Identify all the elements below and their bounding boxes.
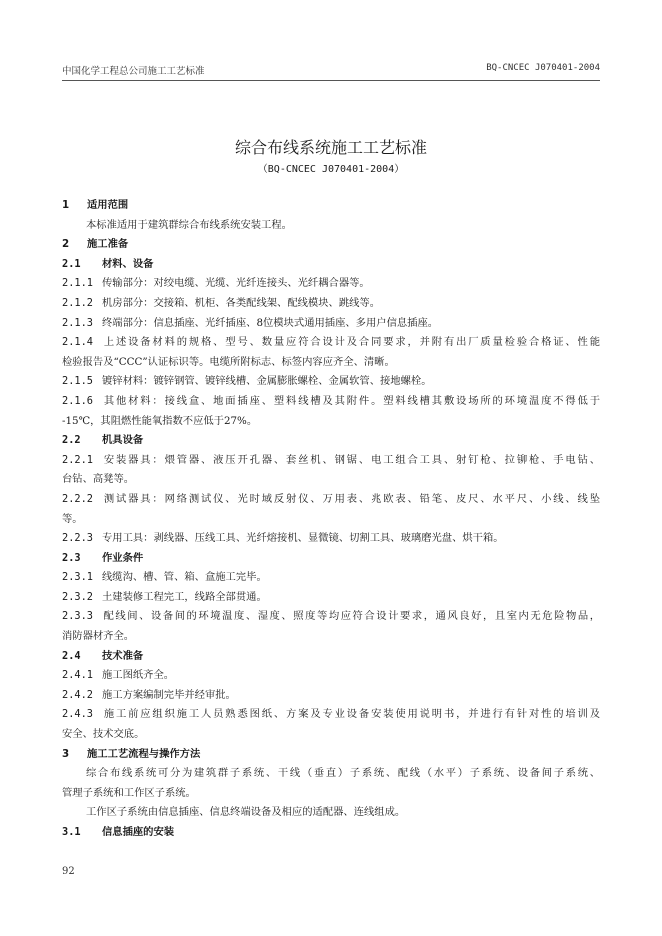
subsection-heading: 2.3 作业条件 — [62, 551, 144, 564]
clause: 2.1.3 终端部分：信息插座、光纤插座、8位模块式通用插座、多用户信息插座。 — [62, 316, 439, 329]
page-number: 92 — [62, 866, 75, 877]
header-standard-code: BQ-CNCEC J070401-2004 — [486, 63, 600, 73]
section-heading: 1 适用范围 — [62, 199, 129, 211]
clause: 2.2.1 安装器具：煨管器、液压开孔器、套丝机、钢锯、电工组合工具、射钉枪、拉铆枪、手电钻、 — [62, 453, 600, 466]
clause: 2.1.1 传输部分：对绞电缆、光缆、光纤连接头、光纤耦合器等。 — [62, 277, 370, 290]
paragraph: 综合布线系统可分为建筑群子系统、干线（垂直）子系统、配线（水平）子系统、设备间子系统、 — [86, 767, 600, 780]
clause: 2.2.2 测试器具：网络测试仪、光时域反射仪、万用表、兆欧表、铅笔、皮尺、水平尺、小线、线坠 — [62, 492, 600, 505]
clause: 2.4.2 施工方案编制完毕并经审批。 — [62, 688, 236, 701]
document-code: （BQ-CNCEC J070401-2004） — [257, 164, 405, 175]
clause-continuation: 检验报告及“CCC”认证标识等。电缆所附标志、标签内容应齐全、清晰。 — [62, 355, 395, 368]
clause-continuation: 等。 — [62, 512, 83, 525]
clause: 2.1.2 机房部分：交接箱、机柜、各类配线架、配线模块、跳线等。 — [62, 296, 381, 309]
clause: 2.2.3 专用工具：剥线器、压线工具、光纤熔接机、显微镜、切割工具、玻璃磨光盘、烘干箱。 — [62, 532, 504, 545]
clause: 2.3.1 线缆沟、槽、管、箱、盒施工完毕。 — [62, 571, 267, 584]
header-standard-name: 中国化学工程总公司施工工艺标准 — [62, 66, 205, 77]
clause-continuation: 消防器材齐全。 — [62, 630, 135, 643]
clause: 2.4.3 施工前应组织施工人员熟悉图纸、方案及专业设备安装使用说明书，并进行有针对性的培训及 — [62, 708, 600, 721]
paragraph: 本标准适用于建筑群综合布线系统安装工程。 — [86, 218, 292, 231]
subsection-heading: 2.1 材料、设备 — [62, 257, 154, 270]
clause: 2.1.6 其他材料：接线盒、地面插座、塑料线槽及其附件。塑料线槽其敷设场所的环境温度不得低于 — [62, 394, 600, 407]
document-body — [62, 196, 600, 843]
clause-continuation: 台钻、高凳等。 — [62, 473, 135, 486]
page-header — [62, 60, 600, 81]
subsection-heading: 2.2 机具设备 — [62, 434, 144, 447]
subsection-heading: 3.1 信息插座的安装 — [62, 826, 175, 838]
section-heading: 3 施工工艺流程与操作方法 — [62, 747, 201, 760]
subsection-heading: 2.4 技术准备 — [62, 649, 144, 662]
paragraph-continuation: 管理子系统和工作区子系统。 — [62, 786, 196, 799]
clause: 2.3.2 土建装修工程完工，线路全部贯通。 — [62, 590, 267, 603]
document-title: 综合布线系统施工工艺标准 — [234, 138, 427, 157]
section-heading: 2 施工准备 — [62, 238, 129, 251]
clause-continuation: 安全、技术交底。 — [62, 728, 145, 741]
clause: 2.1.5 镀锌材料：镀锌钢管、镀锌线槽、金属膨胀螺栓、金属软管、接地螺栓。 — [62, 375, 432, 388]
paragraph: 工作区子系统由信息插座、信息终端设备及相应的适配器、连线组成。 — [86, 806, 406, 819]
clause: 2.1.4 上述设备材料的规格、型号、数量应符合设计及合同要求，并附有出厂质量检验合格证、性能 — [62, 336, 600, 349]
clause: 2.4.1 施工图纸齐全。 — [62, 669, 175, 682]
clause: 2.3.3 配线间、设备间的环境温度、湿度、照度等均应符合设计要求，通风良好，且室内无危险物品， — [62, 610, 600, 623]
clause-continuation: -15℃，其阻燃性能氧指数不应低于27%。 — [62, 414, 258, 427]
